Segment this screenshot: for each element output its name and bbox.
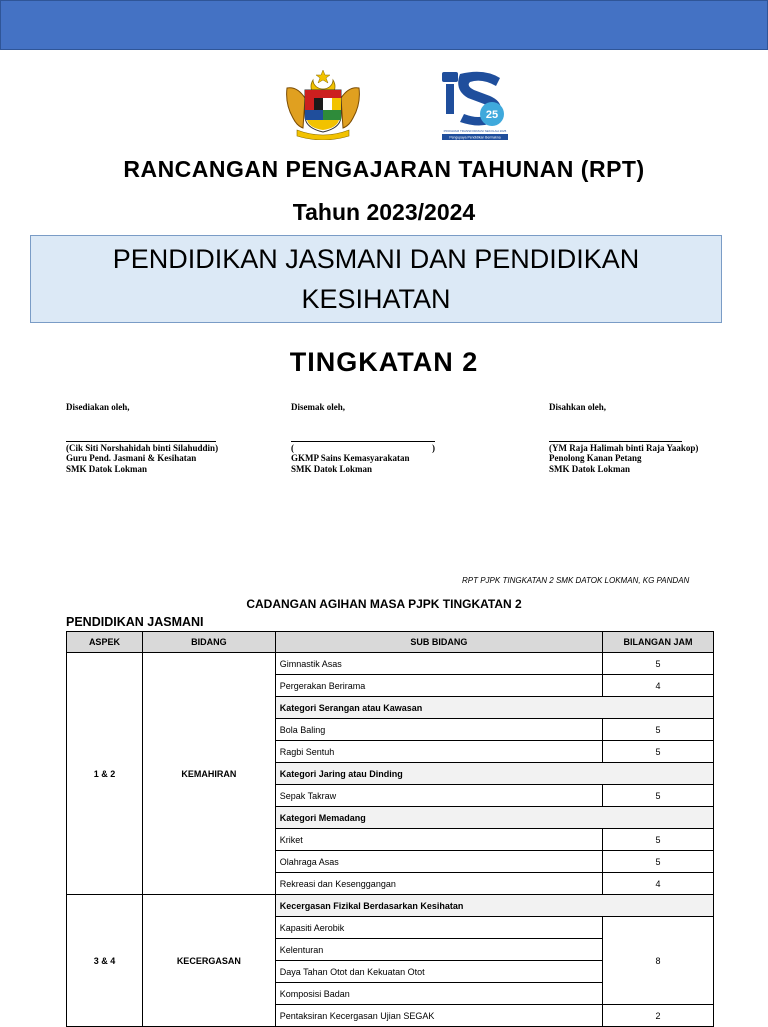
table-caption: CADANGAN AGIHAN MASA PJPK TINGKATAN 2 <box>246 597 522 611</box>
bidang-cell: KEMAHIRAN <box>142 653 275 895</box>
signature-role: GKMP Sains Kemasyarakatan <box>291 453 410 463</box>
signature-name-blank <box>291 443 435 454</box>
aspek-cell: 3 & 4 <box>67 895 143 1027</box>
section-title: PENDIDIKAN JASMANI <box>66 615 204 629</box>
header-sub-bidang: SUB BIDANG <box>275 632 602 653</box>
sub-bidang-cell: Kapasiti Aerobik <box>275 917 602 939</box>
sub-bidang-cell: Olahraga Asas <box>275 851 602 873</box>
signature-line <box>549 441 682 442</box>
sub-bidang-cell: Daya Tahan Otot dan Kekuatan Otot <box>275 961 602 983</box>
header-bilangan-jam: BILANGAN JAM <box>603 632 714 653</box>
sub-bidang-cell: Ragbi Sentuh <box>275 741 602 763</box>
form-level: TINGKATAN 2 <box>289 347 479 377</box>
signature-name: (Cik Siti Norshahidah binti Silahuddin) <box>66 442 219 453</box>
sub-bidang-cell: Kelenturan <box>275 939 602 961</box>
sub-bidang-cell: Bola Baling <box>275 719 602 741</box>
hours-cell: 5 <box>603 741 714 763</box>
signature-school: SMK Datok Lokman <box>291 463 373 474</box>
signature-heading: Disediakan oleh, <box>66 402 130 412</box>
hours-cell: 4 <box>603 675 714 697</box>
ts25-caption: PROGRAM TRANSFORMASI SEKOLAH 2025 <box>443 129 507 133</box>
category-cell: Kategori Jaring atau Dinding <box>275 763 713 785</box>
sub-bidang-cell: Pergerakan Berirama <box>275 675 602 697</box>
jata-negara-crest-logo <box>283 68 363 140</box>
subject-line-1: PENDIDIKAN JASMANI DAN PENDIDIKAN <box>112 244 640 274</box>
signature-line <box>291 441 435 442</box>
signature-line <box>66 441 216 442</box>
ts25-logo <box>440 70 510 142</box>
signature-school: SMK Datok Lokman <box>66 463 148 474</box>
hours-cell: 5 <box>603 851 714 873</box>
paren-close: ) <box>432 442 435 453</box>
document-title: RANCANGAN PENGAJARAN TAHUNAN (RPT) <box>123 156 645 182</box>
ts25-mark: 25 <box>485 109 499 121</box>
hours-cell: 5 <box>603 653 714 675</box>
signature-heading: Disemak oleh, <box>291 402 345 412</box>
bidang-cell: KECERGASAN <box>142 895 275 1027</box>
hours-cell: 5 <box>603 785 714 807</box>
ts25-tagline: Pengupaya Pendidikan Bermakna <box>449 135 501 140</box>
hours-cell: 5 <box>603 719 714 741</box>
sub-bidang-cell: Komposisi Badan <box>275 983 602 1005</box>
signature-approved-by <box>549 402 698 474</box>
top-banner <box>0 0 768 50</box>
signature-reviewed-by <box>291 402 435 474</box>
category-cell: Kecergasan Fizikal Berdasarkan Kesihatan <box>275 895 713 917</box>
header-aspek: ASPEK <box>67 632 143 653</box>
sub-bidang-cell: Rekreasi dan Kesenggangan <box>275 873 602 895</box>
sub-bidang-cell: Gimnastik Asas <box>275 653 602 675</box>
header-bidang: BIDANG <box>142 632 275 653</box>
category-cell: Kategori Serangan atau Kawasan <box>275 697 713 719</box>
running-header-note: RPT PJPK TINGKATAN 2 SMK DATOK LOKMAN, KG PANDAN <box>462 576 690 585</box>
sub-bidang-cell: Sepak Takraw <box>275 785 602 807</box>
subject-line-2: KESIHATAN <box>301 284 451 314</box>
signature-name: (YM Raja Halimah binti Raja Yaakop) <box>549 442 699 453</box>
signature-heading: Disahkan oleh, <box>549 402 607 412</box>
hours-cell: 4 <box>603 873 714 895</box>
category-row <box>67 895 714 917</box>
time-allocation-table <box>66 631 714 1027</box>
paren-open: ( <box>291 442 294 453</box>
sub-bidang-cell: Pentaksiran Kecergasan Ujian SEGAK <box>275 1005 602 1027</box>
hours-cell: 5 <box>603 829 714 851</box>
table-row <box>67 653 714 675</box>
signature-school: SMK Datok Lokman <box>549 463 631 474</box>
hours-cell: 2 <box>603 1005 714 1027</box>
signature-role: Penolong Kanan Petang <box>549 453 642 463</box>
hours-cell-combined: 8 <box>603 917 714 1005</box>
document-year: Tahun 2023/2024 <box>292 199 476 225</box>
aspek-cell: 1 & 2 <box>67 653 143 895</box>
sub-bidang-cell: Kriket <box>275 829 602 851</box>
logo-row <box>0 68 768 143</box>
signature-prepared-by <box>66 402 218 474</box>
table-header-row <box>67 632 714 653</box>
signature-role: Guru Pend. Jasmani & Kesihatan <box>66 453 197 463</box>
subject-box <box>30 235 722 323</box>
category-cell: Kategori Memadang <box>275 807 713 829</box>
